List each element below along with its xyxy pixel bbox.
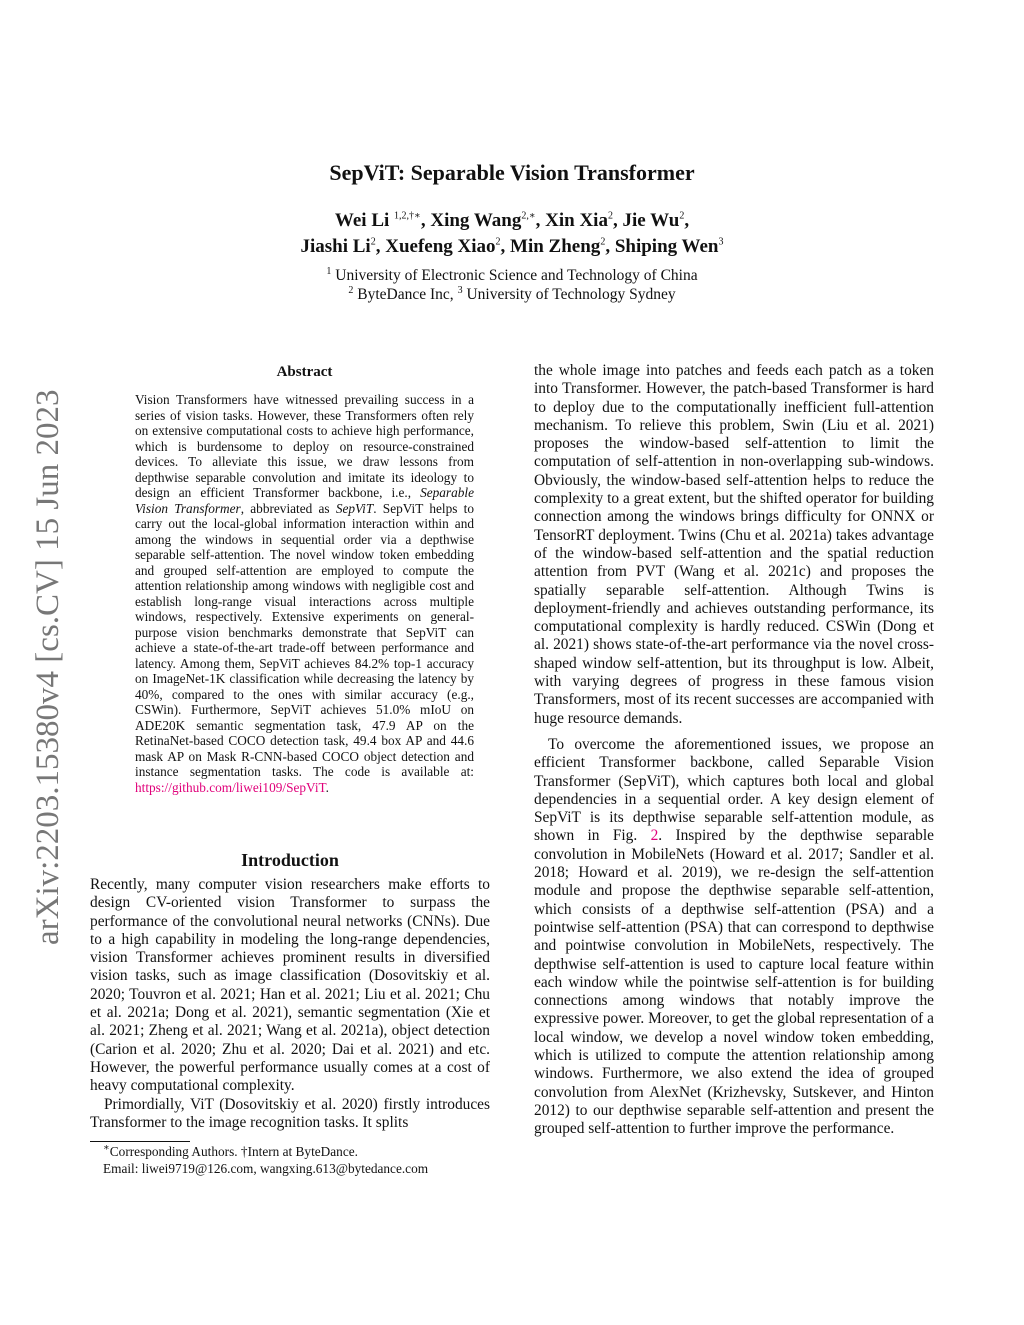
affiliation-1: University of Electronic Science and Technology of China <box>331 267 698 284</box>
abstract-text: . <box>325 779 329 795</box>
author-sup: 2 <box>679 210 685 222</box>
author-line-2 <box>0 234 1024 260</box>
intro-paragraph-4 <box>534 736 934 1139</box>
arxiv-side-label: arXiv:2203.15380v4 [cs.CV] 15 Jun 2023 <box>30 389 66 945</box>
affiliations <box>0 266 1024 304</box>
intro-paragraph-3: the whole image into patches and feeds each patch as a token into Transformer. However, the patch-based Transformer is hard to deploy due to the computationally inefficient full-attention mechanism. To relieve this problem, Swin (Liu et al. 2021) proposes the window-based self-attention to limit the computation of self-attention in non-overlapping sub-windows. Obviously, the window-based self-attention helps to reduce the complexity to a great extent, but the shifted operator for building connection among the windows brings difficulty for ONNX or TensorRT deployment. Twins (Chu et al. 2021a) takes advantage of the window-based self-attention and the spatial reduction attention from PVT (Wang et al. 2021c) and proposes the spatially separable self-attention. Although Twins is deployment-friendly and achieves outstanding performance, its computational complexity is hardly reduced. CSWin (Dong et al. 2021) shows state-of-the-art performance via the novel cross-shaped window self-attention, but its throughput is low. Albeit, with varying degrees of progress in these famous vision Transformers, most of its recent successes are accompanied with huge resource demands. <box>534 362 934 727</box>
author-name: , Xing Wang <box>420 210 522 231</box>
author-name: , Min Zheng <box>500 236 601 257</box>
footnote-sup: ∗ <box>103 1142 110 1154</box>
affil-sup: 1 <box>326 265 332 277</box>
author-sup: 1,2,†∗ <box>394 210 421 222</box>
abstract-text: , abbreviated as <box>240 500 336 516</box>
introduction-heading: Introduction <box>241 850 339 870</box>
abstract-italic: Separable Vision Transformer <box>135 485 474 516</box>
affil-sup: 3 <box>457 284 463 296</box>
left-column <box>90 876 490 1132</box>
abstract-italic: SepViT <box>335 500 374 516</box>
figure-ref-link[interactable]: 2 <box>650 827 659 845</box>
author-list <box>0 208 1024 260</box>
author-sup: 2,∗ <box>521 210 536 222</box>
author-sup: 2 <box>370 236 376 248</box>
author-sup: 2 <box>607 210 613 222</box>
author-sup: 3 <box>718 236 724 248</box>
abstract-text: . SepViT helps to carry out the local-global information interaction within and among the windows in sequential order via a depthwise separable self-attention. The novel window token embedding and grouped self-attention are employed to compute the attention relationship among windows with negligible cost and establish long-range visual interactions across multiple windows, respectively. Extensive experiments on general-purpose vision benchmarks demonstrate that SepViT can achieve a state-of-the-art trade-off between performance and latency. Among them, SepViT achieves 84.2% top-1 accuracy on ImageNet-1K classification while decreasing the latency by 40%, compared to the ones with similar accuracy (e.g., CSWin). Furthermore, SepViT achieves 51.0% mIoU on ADE20K semantic segmentation task, 47.9 AP on the RetinaNet-based COCO detection task, 49.4 box AP and 44.6 mask AP on Mask R-CNN-based COCO object detection and instance segmentation tasks. The code is available at: <box>135 500 474 779</box>
author-name: , Shiping Wen <box>605 236 719 257</box>
footnote-line-1: Corresponding Authors. †Intern at ByteDance. <box>109 1144 358 1159</box>
author-name: Wei Li <box>334 210 395 231</box>
right-column <box>534 362 934 1138</box>
author-line-1 <box>0 208 1024 234</box>
author-sup: 2 <box>495 236 501 248</box>
affiliation-3: University of Technology Sydney <box>462 286 676 303</box>
abstract-heading: Abstract <box>276 364 333 380</box>
author-sep: , <box>684 210 690 231</box>
affiliation-2: ByteDance Inc, <box>353 286 458 303</box>
paragraph-text: . Inspired by the depthwise separable convolution in MobileNets (Howard et al. 2017; Sandler et al. 2018; Howard et al. 2019), we re-design the self-attention module and propose the depthwise separable self-attention, which consists of a depthwise self-attention (PSA) and a pointwise self-attention (PSA) that can correspond to depthwise and pointwise convolution in MobileNets, respectively. The depthwise self-attention is used to capture local feature within each window while the pointwise self-attention is for building connections among windows that notably improve the expressive power. Moreover, to get the global representation of a local window, we develop a novel window token embedding, which is utilized to compute the attention relationship among windows. Furthermore, we also extend the idea of grouped convolution from AlexNet (Krizhevsky, Sutskever, and Hinton 2012) to our depthwise separable self-attention and present the grouped self-attention to further improve the performance. <box>534 827 934 1138</box>
paragraph-text: To overcome the aforementioned issues, we propose an efficient Transformer backbone, called Separable Vision Transformer (SepViT), which captures both local and global dependencies in a sequential order. A key design element of SepViT is its depthwise separable self-attention module, as shown in Fig. <box>534 735 934 845</box>
footnote-line-2: Email: liwei9719@126.com, wangxing.613@bytedance.com <box>103 1161 429 1176</box>
author-sup: 2 <box>600 236 606 248</box>
intro-paragraph-2: Primordially, ViT (Dosovitskiy et al. 2020) firstly introduces Transformer to the image recognition tasks. It splits <box>90 1095 490 1131</box>
author-name: , Xin Xia <box>535 210 608 231</box>
intro-paragraph-1: Recently, many computer vision researchers make efforts to design CV-oriented vision Transformer to surpass the performance of the convolutional neural networks (CNNs). Due to a high capability in modeling the long-range dependencies, vision Transformer achieves prominent results in diversified vision tasks, such as image classification (Dosovitskiy et al. 2020; Touvron et al. 2021; Han et al. 2021; Liu et al. 2021; Chu et al. 2021a; Dong et al. 2021), semantic segmentation (Xie et al. 2021; Zheng et al. 2021; Wang et al. 2021a), object detection (Carion et al. 2020; Zhu et al. 2020; Dai et al. 2021) and etc. However, the powerful performance usually comes at a cost of heavy computational complexity. <box>90 876 490 1095</box>
author-name: , Xuefeng Xiao <box>375 236 496 257</box>
author-name: Jiashi Li <box>300 236 371 257</box>
paper-title: SepViT: Separable Vision Transformer <box>329 160 695 185</box>
abstract-body <box>135 392 474 795</box>
code-link[interactable]: https://github.com/liwei109/SepViT <box>135 779 326 795</box>
author-name: , Jie Wu <box>612 210 680 231</box>
abstract-text: Vision Transformers have witnessed prevailing success in a series of vision tasks. However, these Transformers often rely on extensive computational costs to achieve high performance, which is burdensome to deploy on resource-constrained devices. To alleviate this issue, we draw lessons from depthwise separable convolution and imitate its ideology to design an efficient Transformer backbone, i.e., <box>135 392 474 500</box>
affil-sup: 2 <box>348 284 354 296</box>
footnote <box>103 1143 503 1177</box>
